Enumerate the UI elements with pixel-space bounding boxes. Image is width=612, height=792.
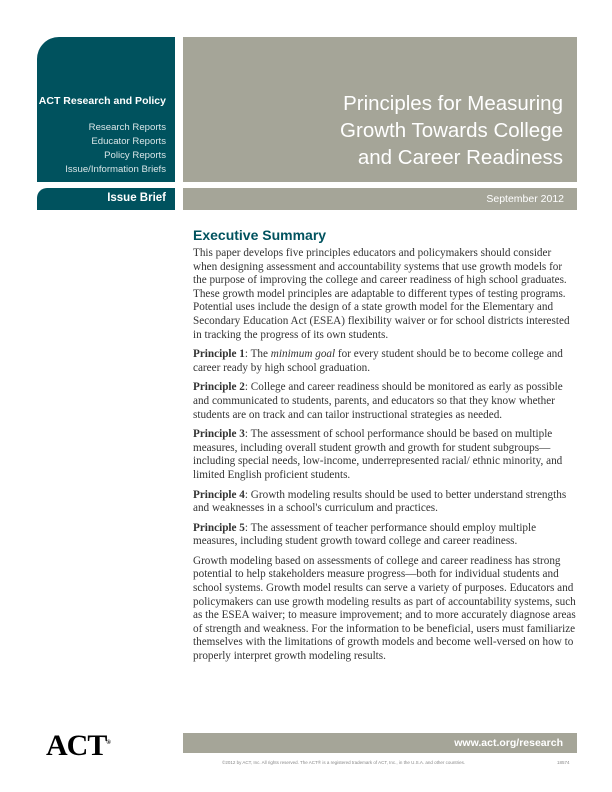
principle-text: for every student should be to become college and career ready by high school graduation. [193,348,563,374]
principle-text: : The [244,348,271,361]
doc-type-bar [37,188,175,210]
principle-text: : College and career readiness should be monitored as early as possible and communicated to students, parents, and educators so that they know whether students are on track and can tailor instructional strategies as needed. [193,381,563,421]
link-issue-briefs: Issue/Information Briefs [65,164,166,175]
principle-5 [193,522,578,549]
principle-2 [193,381,578,422]
org-name: ACT Research and Policy [38,95,166,107]
link-educator-reports: Educator Reports [91,136,166,147]
intro-paragraph: This paper develops five principles educators and policymakers should consider when designing assessment and accountability systems that use growth models for the purpose of improving the college and career readiness of high school graduates. These growth model principles are adaptable to different types of testing programs. Potential uses include the design of a state growth model for the Elementary and Secondary Education Act (ESEA) flexibility waiver or for school districts interested in tracking the progress of its own students. [193,247,570,341]
principle-4 [193,489,578,516]
copyright: ©2012 by ACT, Inc. All rights reserved. The ACT® is a registered trademark of ACT, Inc., in the U.S.A. and other countries. [222,760,466,765]
title-line: and Career Readiness [357,146,563,169]
title-line: Growth Towards College [340,119,563,142]
registered-mark: ® [106,740,110,746]
publish-date: September 2012 [486,193,564,205]
principle-label: Principle 3 [193,428,245,441]
principle-1 [193,348,578,375]
link-policy-reports: Policy Reports [104,150,166,161]
principle-label: Principle 1 [193,348,245,361]
conclusion-paragraph: Growth modeling based on assessments of college and career readiness has strong potential to help stakeholders measure progress—both for individual students and school systems. Growth model results can serve a variety of purposes. Educators and policymakers can use growth modeling results as part of accountability systems, such as the ESEA waiver; to measure improvement; and to more accurately diagnose areas of strength and weakness. For the information to be beneficial, users must familiarize themselves with the limitations of growth models and become well-versed on how to properly interpret growth modeling results. [193,554,576,663]
act-logo [46,729,110,763]
title-line: Principles for Measuring [343,92,563,115]
main-content [193,227,578,670]
principle-3 [193,428,578,482]
doc-code: 18574 [557,760,570,765]
principle-text: : Growth modeling results should be used to better understand strengths and weaknesses in a school's curriculum and practices. [193,488,567,515]
principle-label: Principle 2 [193,381,245,394]
link-research-reports: Research Reports [88,122,166,133]
footer-url[interactable]: www.act.org/research [454,737,563,749]
principle-text: : The assessment of school performance should be based on multiple measures, including overall student growth and growth for student subgroups—including special needs, low-income, underrepresented racial/ ethnic minority, and limited English proficient students. [193,428,563,481]
footer-bar [183,733,577,753]
section-heading: Executive Summary [193,227,327,243]
sidebar-panel [37,37,175,182]
principle-text: : The assessment of teacher performance should employ multiple measures, including student growth toward college and career readiness. [193,521,537,548]
principle-label: Principle 4 [193,488,245,501]
logo-text: ACT [46,729,107,762]
page-title [340,90,563,171]
principle-emphasis: minimum goal [270,348,336,361]
principle-label: Principle 5 [193,521,245,534]
report-types [65,121,166,177]
doc-type: Issue Brief [107,192,166,204]
title-panel [183,37,577,182]
date-bar [183,188,577,210]
